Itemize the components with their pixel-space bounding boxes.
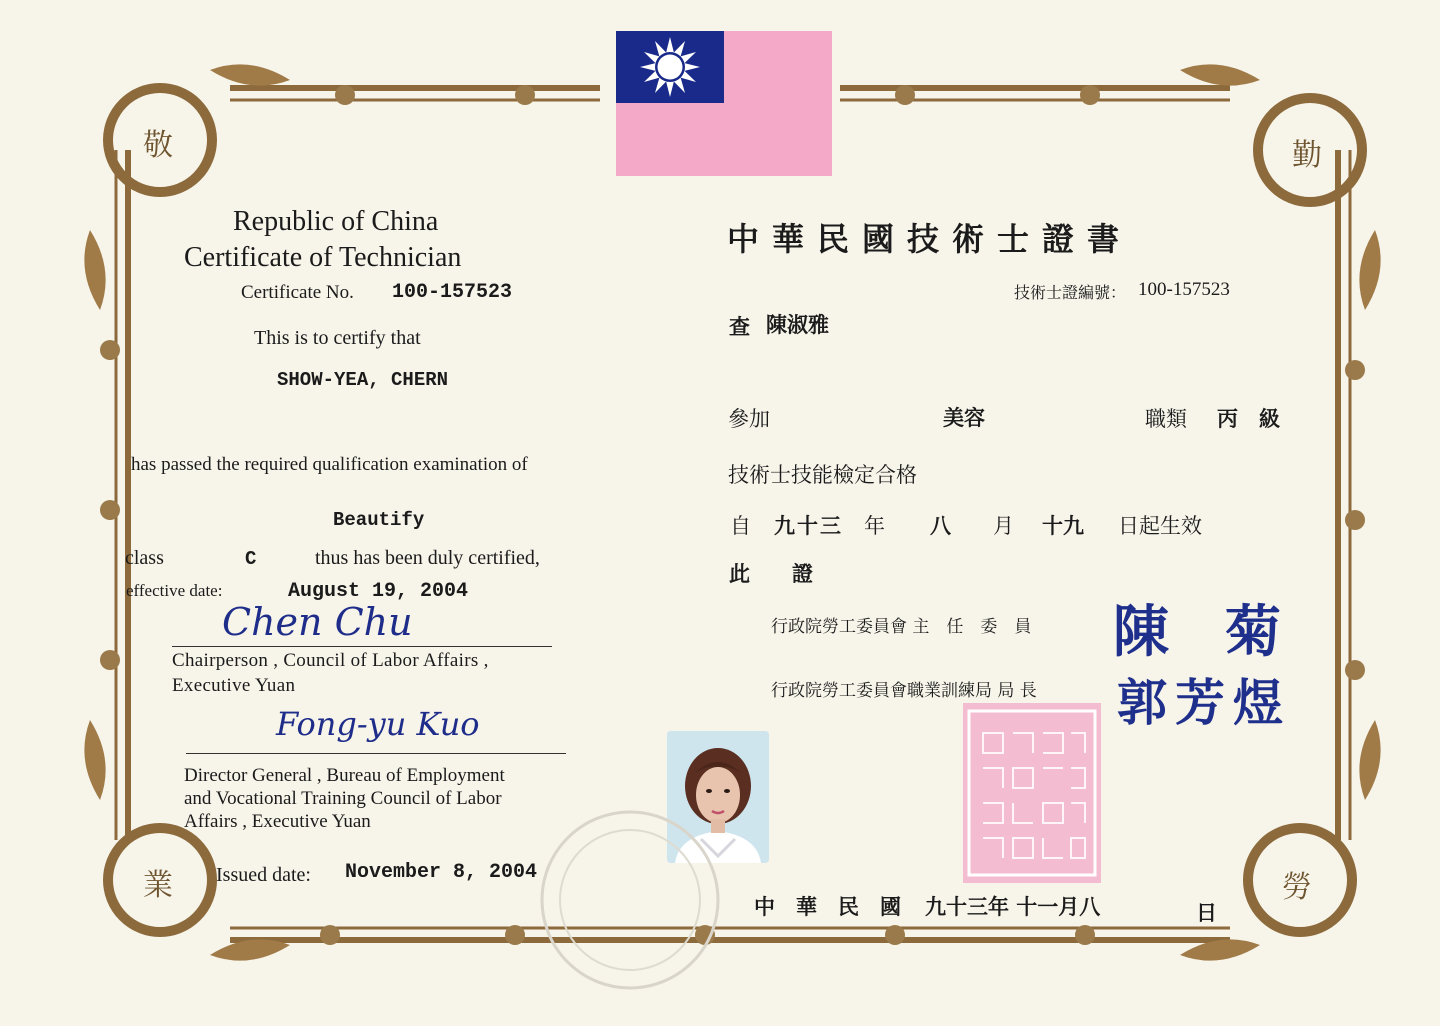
zh-title: 中華民國技術士證書 — [727, 220, 1133, 258]
zh-trade: 美容 — [943, 406, 985, 430]
zh-month: 八 — [930, 514, 951, 538]
sig1-title-line-1: Chairperson , Council of Labor Affairs , — [172, 650, 489, 671]
roc-flag — [616, 31, 832, 176]
zh-cert-no: 100-157523 — [1138, 279, 1230, 300]
zh-certified: 此 證 — [729, 562, 813, 586]
en-title: Certificate of Technician — [184, 242, 462, 273]
zh-official-2-name: 郭芳煜 — [1117, 674, 1291, 732]
sig2-title-line-1: Director General , Bureau of Employment — [184, 765, 505, 786]
corner-glyph-bottom-left: 業 — [143, 868, 173, 903]
zh-name-prefix: 查 — [729, 315, 750, 339]
embossed-stamp — [535, 805, 725, 995]
en-effective-label: effective date: — [126, 581, 223, 600]
zh-date-day: 日 — [1196, 901, 1217, 925]
sig1-title-line-2: Executive Yuan — [172, 675, 296, 696]
zh-month-unit: 月 — [993, 514, 1014, 538]
zh-effective: 日起生效 — [1118, 514, 1202, 538]
en-effective-date: August 19, 2004 — [288, 580, 469, 603]
zh-join: 參加 — [728, 407, 770, 431]
zh-official-1-title: 行政院勞工委員會 主 任 委 員 — [771, 617, 1032, 637]
en-trade: Beautify — [333, 509, 425, 531]
en-cert-no: 100-157523 — [392, 281, 513, 304]
signature-line-2 — [186, 753, 566, 754]
zh-cert-no-label: 技術士證編號： — [1014, 283, 1127, 302]
sig2-title-line-2: and Vocational Training Council of Labor — [184, 788, 502, 809]
corner-glyph-top-left: 敬 — [143, 128, 173, 163]
director-signature: Fong-yu Kuo — [276, 705, 480, 743]
white-sun-icon — [616, 31, 724, 103]
zh-year: 九十三 — [774, 514, 843, 538]
flag-canton — [616, 31, 724, 103]
en-passed-line: has passed the required qualification examination of — [131, 454, 528, 475]
zh-official-1-name: 陳 菊 — [1113, 600, 1281, 665]
signature-line-1 — [172, 646, 552, 647]
en-country: Republic of China — [233, 206, 439, 237]
zh-holder-name: 陳淑雅 — [766, 313, 829, 337]
sig2-title-line-3: Affairs , Executive Yuan — [184, 811, 371, 832]
chairperson-signature: Chen Chu — [222, 600, 413, 644]
zh-date-prefix: 中 華 民 國 — [754, 895, 901, 919]
en-cert-no-label: Certificate No. — [241, 282, 354, 303]
en-certify-line: This is to certify that — [254, 327, 421, 349]
en-class-label: class — [125, 547, 164, 569]
corner-glyph-bottom-right: 勞 — [1282, 870, 1312, 905]
zh-day: 十九 — [1042, 514, 1084, 538]
en-class-value: C — [245, 548, 257, 570]
issued-date: November 8, 2004 — [345, 861, 538, 884]
zh-passed: 技術士技能檢定合格 — [728, 463, 917, 487]
en-holder-name: SHOW-YEA, CHERN — [277, 369, 449, 391]
issued-date-label: Issued date: — [216, 864, 311, 886]
zh-from: 自 — [730, 514, 751, 538]
zh-job-class-label: 職類 — [1145, 407, 1187, 431]
zh-official-2-title: 行政院勞工委員會職業訓練局 局 長 — [771, 681, 1037, 701]
en-certified-line: thus has been duly certified, — [315, 547, 540, 569]
zh-date-value: 九十三年 十一月八 — [925, 895, 1101, 919]
official-seal — [963, 703, 1101, 883]
corner-glyph-top-right: 勤 — [1292, 138, 1322, 173]
zh-grade: 丙 級 — [1217, 407, 1280, 431]
zh-year-unit: 年 — [864, 514, 885, 538]
